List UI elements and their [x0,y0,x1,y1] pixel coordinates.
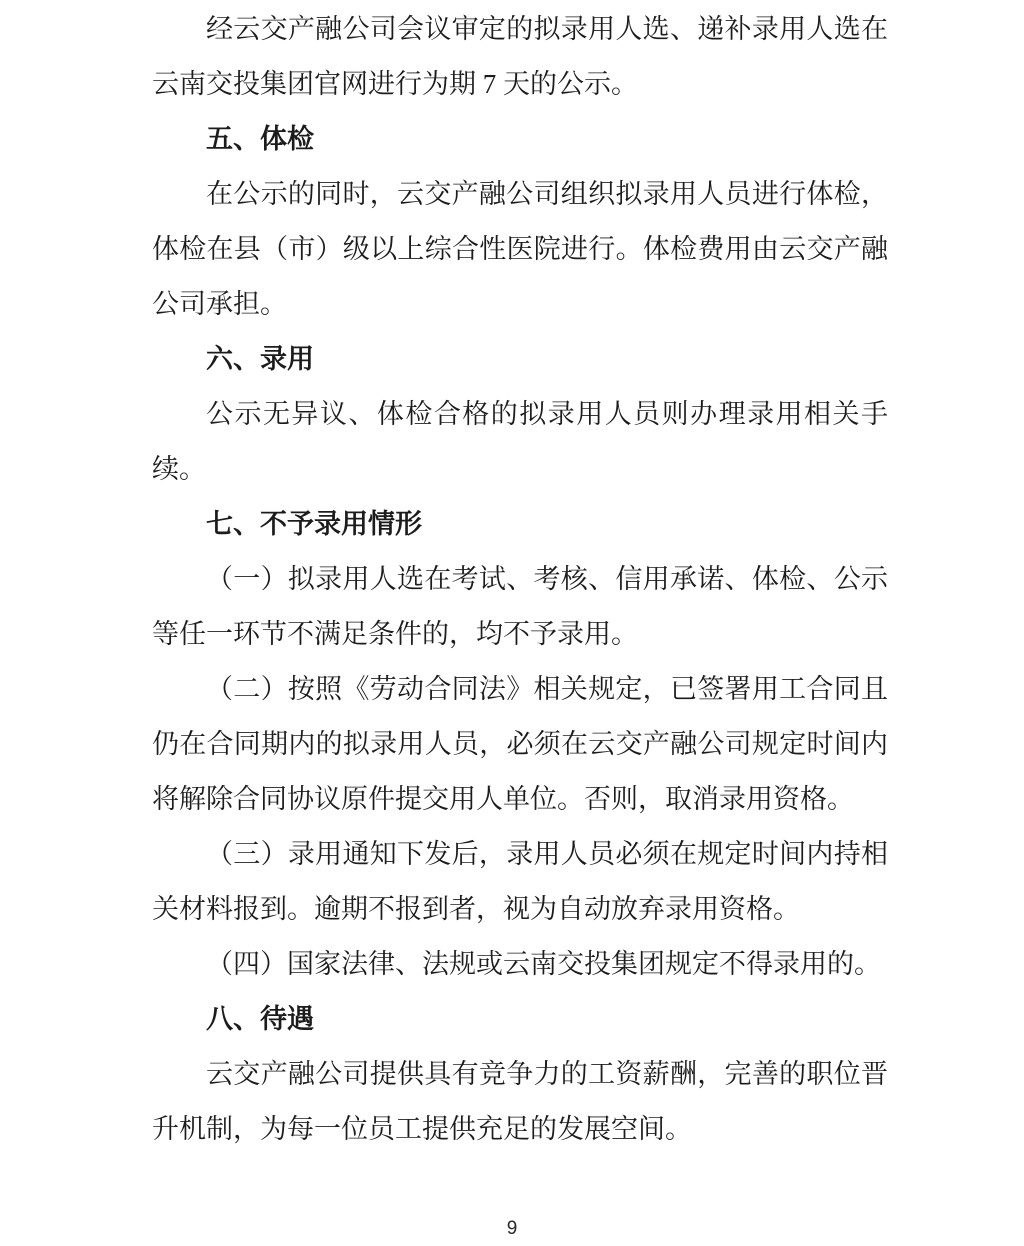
paragraph: （四）国家法律、法规或云南交投集团规定不得录用的。 [206,949,881,979]
paragraph: （二）按照《劳动合同法》相关规定，已签署用工合同且仍在合同期内的拟录用人员，必须在云交产融公司规定时间内将解除合同协议原件提交用人单位。否则，取消录用资格。 [152,674,888,814]
paragraph: 经云交产融公司会议审定的拟录用人选、递补录用人选在云南交投集团官网进行为期 7 天的公示。 [152,14,888,99]
section-heading: 五、体检 [206,124,314,154]
document-body [152,2,888,1157]
page-number: 9 [506,1218,518,1239]
section-heading: 七、不予录用情形 [206,509,422,539]
section-heading: 六、录用 [206,344,314,374]
paragraph: （一）拟录用人选在考试、考核、信用承诺、体检、公示等任一环节不满足条件的，均不予录用。 [152,564,888,649]
paragraph: 在公示的同时，云交产融公司组织拟录用人员进行体检，体检在县（市）级以上综合性医院进行。体检费用由云交产融公司承担。 [152,179,888,319]
page-footer [0,1218,1024,1240]
paragraph: （三）录用通知下发后，录用人员必须在规定时间内持相关材料报到。逾期不报到者，视为自动放弃录用资格。 [152,839,888,924]
section-heading: 八、待遇 [206,1004,314,1034]
paragraph: 云交产融公司提供具有竞争力的工资薪酬，完善的职位晋升机制，为每一位员工提供充足的发展空间。 [152,1059,888,1144]
paragraph: 公示无异议、体检合格的拟录用人员则办理录用相关手续。 [152,399,888,484]
